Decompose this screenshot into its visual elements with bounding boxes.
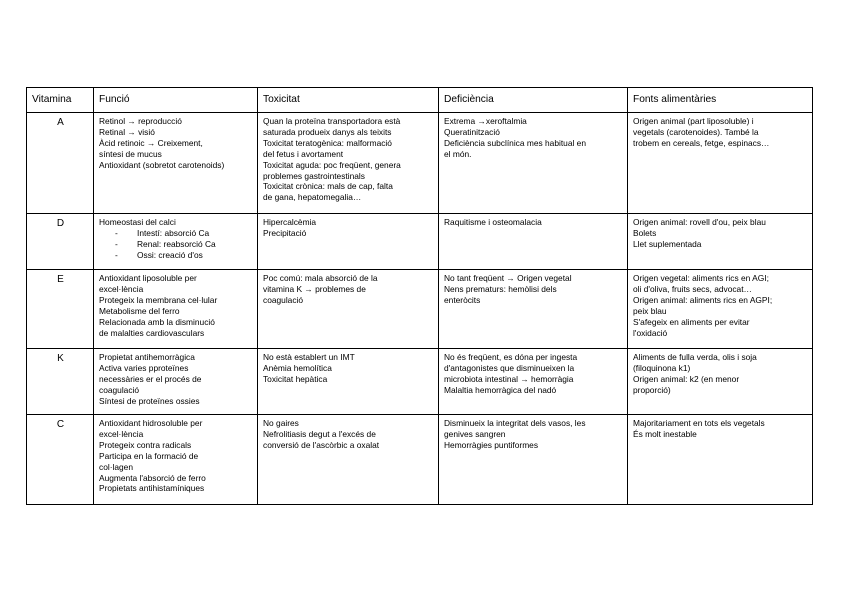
funcio-cell (94, 113, 258, 214)
sub-list-item (99, 228, 253, 239)
cell-line: Origen animal: k2 (en menor (633, 373, 740, 384)
cell-line: Homeostasi del calci (99, 217, 176, 227)
cell-line: necessàries er el procés de (99, 373, 202, 384)
deficiencia-cell (439, 349, 628, 415)
cell-line: Participa en la formació de (99, 450, 199, 461)
cell-line: excel·lència (99, 428, 144, 439)
vitamin-cell: D (27, 214, 94, 270)
vitamin-cell: A (27, 113, 94, 214)
cell-line: Bolets (633, 227, 657, 238)
header-funcio: Funció (94, 88, 258, 113)
cell-line: vitamina K → problemes de (263, 283, 366, 294)
cell-line: Origen animal: rovell d'ou, peix blau (633, 217, 766, 227)
vitamin-cell: C (27, 415, 94, 505)
cell-line: Malaltia hemorràgica del nadó (444, 384, 557, 395)
sub-list-item (99, 250, 253, 261)
cell-line: de gana, hepatomegalia… (263, 192, 362, 203)
deficiencia-cell (439, 113, 628, 214)
cell-line: No tant freqüent → Origen vegetal (444, 273, 572, 283)
cell-line: Raquitisme i osteomalacia (444, 217, 542, 227)
cell-line: Toxicitat teratogènica: malformació (263, 137, 392, 148)
cell-line: d'antagonistes que disminueixen la (444, 362, 575, 373)
sub-list-item (99, 239, 253, 250)
cell-line: Toxicitat crònica: mals de cap, falta (263, 181, 393, 192)
fonts-cell (628, 214, 813, 270)
cell-line: del fetus i avortament (263, 148, 344, 159)
header-toxicitat: Toxicitat (258, 88, 439, 113)
cell-line: Nens prematurs: hemòlisi dels (444, 283, 557, 294)
funcio-cell (94, 214, 258, 270)
sub-list-text: Renal: reabsorció Ca (137, 238, 216, 249)
cell-line: de malalties cardiovasculars (99, 327, 205, 338)
cell-line: Disminueix la integritat dels vasos, les (444, 418, 586, 428)
cell-line: No gaires (263, 418, 299, 428)
vitamins-table (26, 87, 813, 505)
deficiencia-cell (439, 214, 628, 270)
cell-line: Hipercalcèmia (263, 217, 317, 227)
cell-line: No està establert un IMT (263, 352, 355, 362)
cell-line: l'oxidació (633, 327, 668, 338)
deficiencia-cell (439, 415, 628, 505)
deficiencia-cell (439, 270, 628, 349)
cell-line: proporció) (633, 384, 671, 395)
cell-line: Majoritariament en tots els vegetals (633, 418, 765, 428)
cell-line: microbiota intestinal → hemorràgia (444, 373, 574, 384)
fonts-cell (628, 113, 813, 214)
vitamin-cell: E (27, 270, 94, 349)
cell-line: Retinol → reproducció (99, 116, 182, 126)
table-row (27, 214, 813, 270)
cell-line: Propietat antihemorràgica (99, 352, 195, 362)
header-row (27, 88, 813, 113)
cell-line: Augmenta l'absorció de ferro (99, 472, 206, 483)
fonts-cell (628, 270, 813, 349)
cell-line: peix blau (633, 305, 667, 316)
cell-line: Origen animal (part liposoluble) i (633, 116, 754, 126)
cell-line: Aliments de fulla verda, olis i soja (633, 352, 757, 362)
cell-line: genives sangren (444, 428, 506, 439)
cell-line: Protegeix la membrana cel·lular (99, 294, 218, 305)
toxicitat-cell (258, 415, 439, 505)
list-dash: - (115, 249, 118, 260)
funcio-cell (94, 415, 258, 505)
cell-line: oli d'oliva, fruits secs, advocat… (633, 283, 752, 294)
cell-line: Metabolisme del ferro (99, 305, 180, 316)
header-vitamina: Vitamina (27, 88, 94, 113)
cell-line: síntesi de mucus (99, 148, 162, 159)
cell-line: Àcid retinoic → Creixement, (99, 137, 203, 148)
cell-line: Activa varies pproteïnes (99, 362, 189, 373)
cell-line: trobem en cereals, fetge, espinacs… (633, 137, 770, 148)
list-dash: - (115, 238, 118, 249)
cell-line: Queratinització (444, 126, 500, 137)
cell-line: Nefrolitiasis degut a l'excés de (263, 428, 376, 439)
toxicitat-cell (258, 270, 439, 349)
funcio-cell (94, 270, 258, 349)
cell-line: Quan la proteïna transportadora està (263, 116, 401, 126)
cell-line: col·lagen (99, 461, 133, 472)
cell-line: Toxicitat hepàtica (263, 373, 328, 384)
cell-line: Propietats antihistamíniques (99, 483, 205, 494)
cell-line: coagulació (263, 294, 304, 305)
vitamin-cell: K (27, 349, 94, 415)
cell-line: coagulació (99, 384, 140, 395)
cell-line: vegetals (carotenoides). També la (633, 126, 759, 137)
cell-line: No és freqüent, es dóna per ingesta (444, 352, 578, 362)
cell-line: S'afegeix en aliments per evitar (633, 316, 750, 327)
table-row (27, 349, 813, 415)
cell-line: Protegeix contra radicals (99, 439, 192, 450)
cell-line: enteròcits (444, 294, 481, 305)
funcio-cell (94, 349, 258, 415)
list-dash: - (115, 227, 118, 238)
cell-line: Extrema →xeroftalmia (444, 116, 527, 126)
cell-line: Síntesi de proteïnes ossies (99, 395, 200, 406)
toxicitat-cell (258, 214, 439, 270)
cell-line: Anèmia hemolítica (263, 362, 332, 373)
cell-line: excel·lència (99, 283, 144, 294)
cell-line: problemes gastrointestinals (263, 170, 365, 181)
cell-line: Toxicitat aguda: poc freqüent, genera (263, 159, 401, 170)
cell-line: Retinal → visió (99, 126, 155, 137)
table-row (27, 415, 813, 505)
cell-line: Deficiència subclínica mes habitual en (444, 137, 586, 148)
fonts-cell (628, 415, 813, 505)
toxicitat-cell (258, 113, 439, 214)
cell-line: Relacionada amb la disminució (99, 316, 215, 327)
cell-line: conversió de l'ascòrbic a oxalat (263, 439, 380, 450)
fonts-cell (628, 349, 813, 415)
toxicitat-cell (258, 349, 439, 415)
cell-line: Antioxidant liposoluble per (99, 273, 197, 283)
cell-line: Hemorràgies puntiformes (444, 439, 539, 450)
cell-line: És molt inestable (633, 428, 697, 439)
table-row (27, 270, 813, 349)
cell-line: Poc comú: mala absorció de la (263, 273, 378, 283)
table-row (27, 113, 813, 214)
cell-line: Llet suplementada (633, 238, 702, 249)
cell-line: Origen animal: aliments rics en AGPI; (633, 294, 773, 305)
cell-line: saturada produeix danys als teixits (263, 126, 392, 137)
cell-line: Antioxidant hidrosoluble per (99, 418, 203, 428)
cell-line: Origen vegetal: aliments rics en AGI; (633, 273, 769, 283)
cell-line: el món. (444, 148, 472, 159)
header-deficiencia: Deficiència (439, 88, 628, 113)
cell-line: Antioxidant (sobretot carotenoids) (99, 159, 225, 170)
header-fonts: Fonts alimentàries (628, 88, 813, 113)
cell-line: (filoquinona k1) (633, 362, 691, 373)
sub-list-text: Intestí: absorció Ca (137, 227, 210, 238)
sub-list-text: Ossi: creació d'os (137, 249, 203, 260)
cell-line: Precipitació (263, 227, 307, 238)
